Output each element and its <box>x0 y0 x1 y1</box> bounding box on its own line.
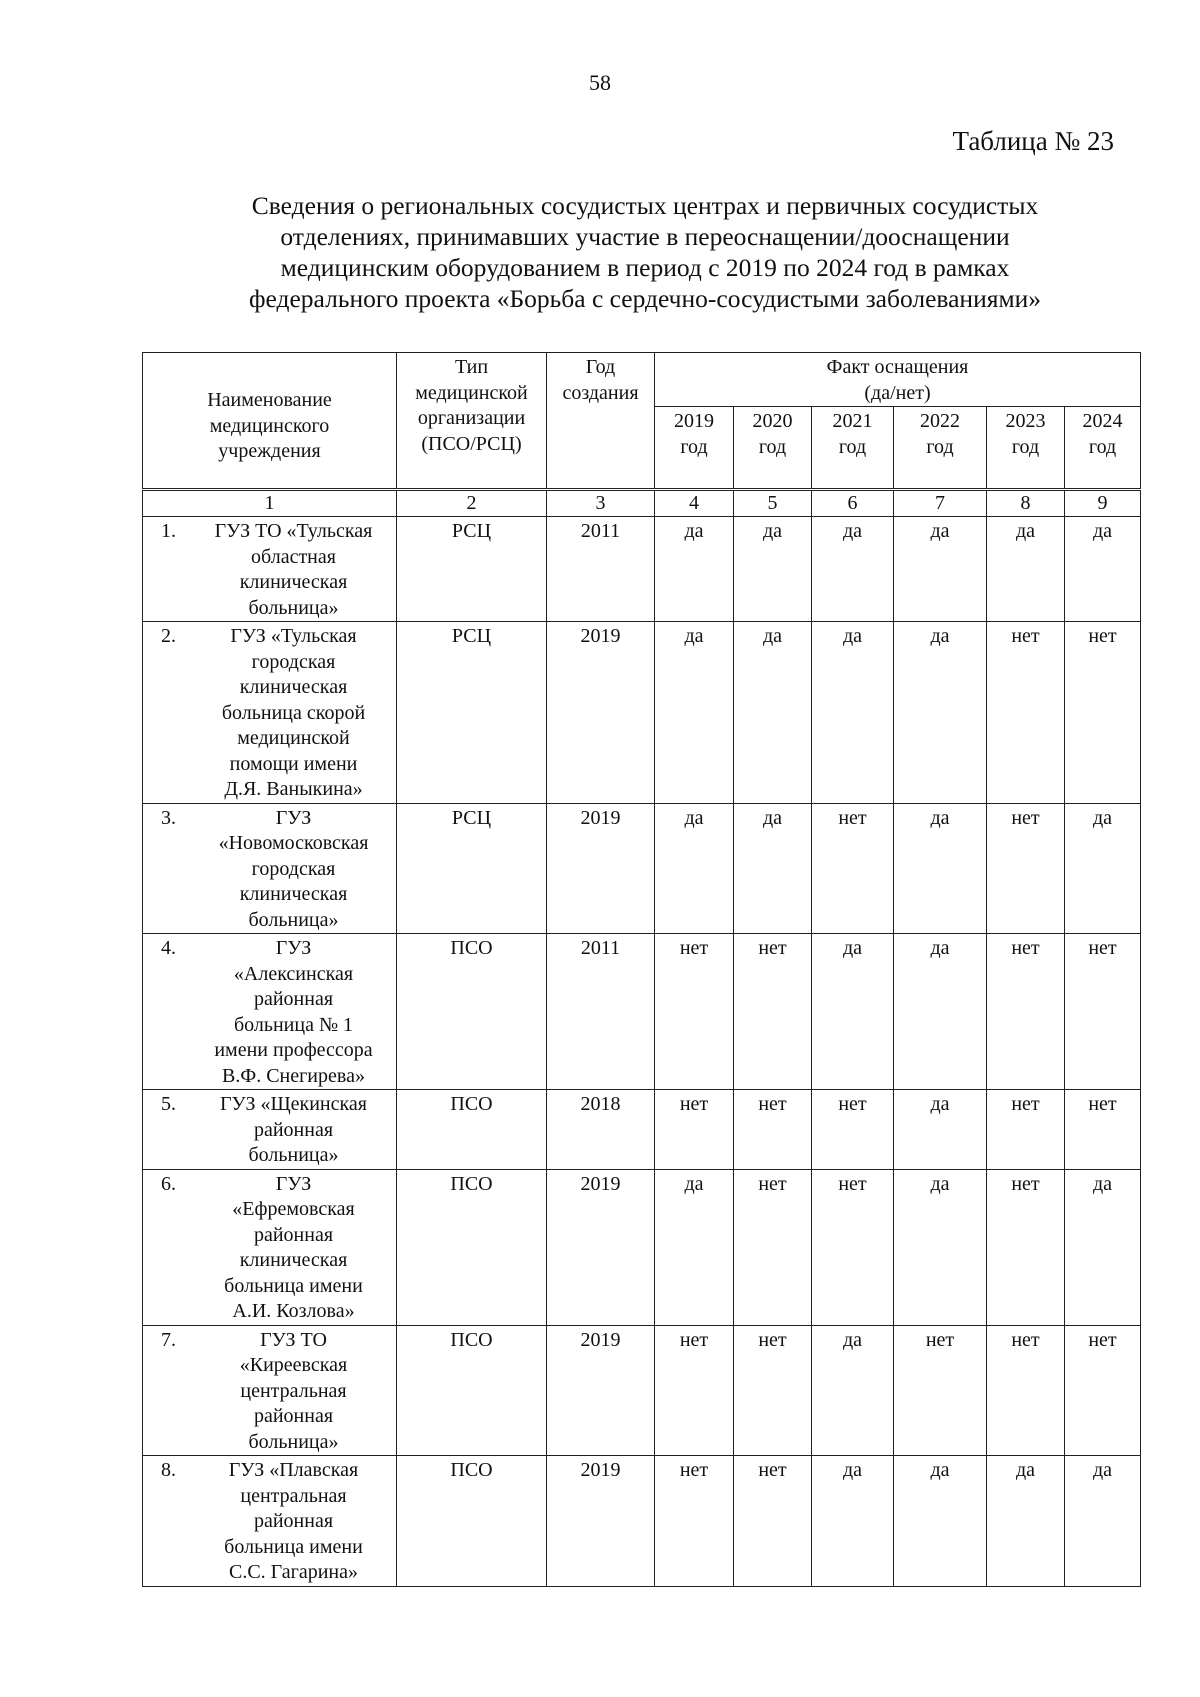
title-line: отделениях, принимавших участие в переоснащении/дооснащении <box>280 222 1010 251</box>
institution-name-line: районная <box>253 1510 334 1532</box>
creation-year-cell: 2011 <box>547 934 655 1090</box>
header-year: 2022 <box>920 410 960 432</box>
institution-name-cell <box>143 934 397 1090</box>
institution-name-line: ГУЗ «Тульская <box>230 625 357 647</box>
institution-name-line: В.Ф. Снегирева» <box>222 1064 365 1087</box>
header-year-label: год <box>758 435 787 458</box>
equipment-status-cell: нет <box>987 622 1065 804</box>
organization-type-cell: РСЦ <box>397 622 547 804</box>
institution-name-line: «Киреевская <box>239 1354 348 1376</box>
institution-name-cell <box>143 1325 397 1456</box>
equipment-status-cell: да <box>734 622 812 804</box>
header-text: медицинской <box>415 381 528 404</box>
table-row <box>143 1325 1141 1456</box>
header-year: 2021 <box>832 410 873 432</box>
equipment-status-cell: нет <box>655 1325 734 1456</box>
institution-name <box>143 934 396 1089</box>
institution-name-line: больница имени <box>224 1274 363 1297</box>
header-text: Наименование <box>207 389 332 412</box>
equipment-status-cell: да <box>987 1456 1065 1587</box>
institution-name-line: районная <box>253 1223 334 1246</box>
table-label: Таблица № 23 <box>952 126 1114 156</box>
institution-name-line: больница» <box>248 908 339 931</box>
equipment-status-cell: да <box>894 1456 987 1587</box>
column-number-row <box>143 491 1141 517</box>
equipment-status-cell: нет <box>734 1325 812 1456</box>
equipment-status-cell: да <box>987 517 1065 622</box>
institution-name-line: ГУЗ <box>275 937 312 959</box>
column-number: 8 <box>987 491 1065 517</box>
equipment-status-cell: да <box>1065 803 1141 934</box>
institution-name-line: районная <box>253 1118 334 1141</box>
table-row <box>143 803 1141 934</box>
equipment-status-cell: нет <box>812 1090 894 1170</box>
equipment-status-cell: нет <box>734 1456 812 1587</box>
table-row <box>143 1456 1141 1587</box>
institution-name-cell <box>143 1090 397 1170</box>
row-number: 4. <box>161 937 176 959</box>
table-header <box>142 352 1141 489</box>
equipment-status-cell: да <box>655 803 734 934</box>
institution-name-cell <box>143 622 397 804</box>
institution-name <box>143 1090 396 1169</box>
institution-name-line: ГУЗ ТО <box>260 1328 327 1351</box>
equipment-status-cell: да <box>734 517 812 622</box>
institution-name-line: центральная <box>240 1484 347 1507</box>
institution-name <box>143 517 396 621</box>
equipment-status-cell: нет <box>734 1090 812 1170</box>
header-year-2019 <box>655 407 734 489</box>
equipment-status-cell: да <box>894 622 987 804</box>
column-number: 3 <box>547 491 655 517</box>
organization-type-cell: ПСО <box>397 1169 547 1325</box>
institution-name-cell <box>143 1169 397 1325</box>
equipment-status-cell: да <box>655 622 734 804</box>
header-fact-column <box>655 353 1141 407</box>
header-text: Факт оснащения <box>826 356 969 378</box>
header-type-column <box>397 353 547 489</box>
equipment-status-cell: нет <box>1065 934 1141 1090</box>
header-year-label: год <box>1011 435 1040 458</box>
column-number: 2 <box>397 491 547 517</box>
institution-name-line: городская <box>251 857 336 880</box>
header-year-column <box>547 353 655 489</box>
header-text: Тип <box>454 356 489 378</box>
equipment-status-cell: нет <box>812 803 894 934</box>
row-number: 2. <box>161 625 176 647</box>
equipment-status-cell: нет <box>987 1090 1065 1170</box>
institution-name <box>143 804 396 934</box>
institution-name-line: больница» <box>248 1430 339 1453</box>
institution-name-cell <box>143 803 397 934</box>
equipment-status-cell: нет <box>987 1169 1065 1325</box>
header-year-2020 <box>734 407 812 489</box>
equipment-status-cell: нет <box>655 1090 734 1170</box>
creation-year-cell: 2019 <box>547 622 655 804</box>
institution-name-line: больница скорой <box>221 701 366 724</box>
header-text: создания <box>562 381 639 404</box>
institution-name-line: А.И. Козлова» <box>232 1300 355 1322</box>
organization-type-cell: РСЦ <box>397 517 547 622</box>
equipment-status-cell: да <box>894 1169 987 1325</box>
equipment-status-cell: да <box>812 517 894 622</box>
column-number: 7 <box>894 491 987 517</box>
creation-year-cell: 2011 <box>547 517 655 622</box>
row-number: 1. <box>161 520 176 542</box>
equipment-status-cell: нет <box>734 1169 812 1325</box>
organization-type-cell: ПСО <box>397 1090 547 1170</box>
equipment-status-cell: да <box>894 803 987 934</box>
header-year: 2023 <box>1005 410 1046 432</box>
institution-name-line: больница № 1 <box>233 1013 354 1036</box>
creation-year-cell: 2019 <box>547 1325 655 1456</box>
institution-name-line: клиническая <box>239 883 348 905</box>
institution-name-line: С.С. Гагарина» <box>229 1561 358 1583</box>
header-text: учреждения <box>218 440 321 463</box>
equipment-status-cell: нет <box>1065 1325 1141 1456</box>
institution-name-line: имени профессора <box>214 1039 373 1061</box>
header-year: 2024 <box>1082 410 1123 432</box>
row-number: 7. <box>161 1328 176 1351</box>
institution-name-line: «Алексинская <box>233 962 354 985</box>
table-row <box>143 517 1141 622</box>
creation-year-cell: 2019 <box>547 1169 655 1325</box>
header-year: 2019 <box>674 410 714 432</box>
institution-name-line: ГУЗ «Плавская <box>228 1459 359 1481</box>
organization-type-cell: ПСО <box>397 1325 547 1456</box>
equipment-status-cell: нет <box>734 934 812 1090</box>
title-line: федерального проекта «Борьба с сердечно-сосудистыми заболеваниями» <box>249 284 1041 313</box>
equipment-status-cell: нет <box>987 1325 1065 1456</box>
institution-name-cell <box>143 1456 397 1587</box>
institution-name-line: «Новомосковская <box>218 832 369 854</box>
header-text: (ПСО/РСЦ) <box>421 432 522 455</box>
institution-name-line: областная <box>251 545 336 568</box>
header-text: (да/нет) <box>864 381 931 404</box>
column-number: 1 <box>143 491 397 517</box>
header-year-label: год <box>838 435 867 458</box>
header-text: медицинского <box>209 414 330 437</box>
institution-name-line: больница» <box>248 1144 339 1166</box>
institution-name <box>143 1170 396 1325</box>
institution-name-line: больница» <box>248 596 339 619</box>
equipment-status-cell: да <box>894 1090 987 1170</box>
equipment-status-cell: да <box>812 1325 894 1456</box>
column-number: 4 <box>655 491 734 517</box>
header-year-2023 <box>987 407 1065 489</box>
institution-name <box>143 622 396 803</box>
institution-name-line: районная <box>253 988 334 1010</box>
title-line: Сведения о региональных сосудистых центрах и первичных сосудистых <box>251 191 1039 220</box>
organization-type-cell: ПСО <box>397 1456 547 1587</box>
row-number: 8. <box>161 1459 176 1481</box>
header-year-label: год <box>680 435 708 458</box>
institution-name-line: ГУЗ «Щекинская <box>219 1093 368 1115</box>
institution-name-line: ГУЗ <box>275 806 312 829</box>
equipment-status-cell: нет <box>1065 1090 1141 1170</box>
column-number: 6 <box>812 491 894 517</box>
organization-type-cell: ПСО <box>397 934 547 1090</box>
institution-name-cell <box>143 517 397 622</box>
institution-name-line: ГУЗ ТО «Тульская <box>214 520 373 542</box>
equipment-status-cell: нет <box>987 803 1065 934</box>
institution-name-line: клиническая <box>239 676 348 698</box>
equipment-status-cell: да <box>1065 1169 1141 1325</box>
institution-name-line: городская <box>251 650 336 673</box>
header-year-label: год <box>926 435 954 458</box>
header-year-2022 <box>894 407 987 489</box>
header-year: 2020 <box>752 410 793 432</box>
document-title <box>160 190 1130 314</box>
table-row <box>143 1090 1141 1170</box>
equipment-status-cell: да <box>655 1169 734 1325</box>
equipment-status-cell: да <box>1065 517 1141 622</box>
header-text: Год <box>585 356 616 378</box>
equipment-status-cell: да <box>734 803 812 934</box>
institution-name-line: Д.Я. Ваныкина» <box>224 778 363 800</box>
equipment-status-cell: нет <box>1065 622 1141 804</box>
table-row <box>143 1169 1141 1325</box>
institution-name-line: медицинской <box>237 727 350 749</box>
equipment-status-cell: нет <box>655 1456 734 1587</box>
row-number: 6. <box>161 1172 176 1195</box>
institution-name-line: клиническая <box>239 1249 348 1271</box>
institution-name <box>143 1456 396 1586</box>
equipment-status-cell: да <box>812 1456 894 1587</box>
institution-name-line: районная <box>253 1405 334 1427</box>
institution-name <box>143 1326 396 1456</box>
institution-name-line: центральная <box>240 1379 347 1402</box>
title-line: медицинским оборудованием в период с 2019 по 2024 год в рамках <box>280 253 1010 282</box>
header-name-column <box>143 353 397 489</box>
equipment-status-cell: нет <box>812 1169 894 1325</box>
equipment-status-cell: да <box>894 517 987 622</box>
header-year-2021 <box>812 407 894 489</box>
institution-name-line: клиническая <box>239 571 348 593</box>
creation-year-cell: 2019 <box>547 803 655 934</box>
equipment-status-cell: да <box>655 517 734 622</box>
column-number: 9 <box>1065 491 1141 517</box>
institution-name-line: больница имени <box>224 1535 363 1558</box>
table-row <box>143 934 1141 1090</box>
row-number: 5. <box>161 1093 176 1115</box>
table-row <box>143 622 1141 804</box>
creation-year-cell: 2019 <box>547 1456 655 1587</box>
page-number: 58 <box>589 70 611 95</box>
header-text: организации <box>417 407 526 429</box>
equipment-status-cell: нет <box>987 934 1065 1090</box>
institution-name-line: «Ефремовская <box>232 1198 355 1220</box>
equipment-status-cell: да <box>812 934 894 1090</box>
equipment-status-cell: да <box>812 622 894 804</box>
organization-type-cell: РСЦ <box>397 803 547 934</box>
institution-name-line: ГУЗ <box>275 1172 312 1195</box>
equipment-status-cell: да <box>894 934 987 1090</box>
equipment-status-cell: да <box>1065 1456 1141 1587</box>
column-number: 5 <box>734 491 812 517</box>
equipment-status-cell: нет <box>894 1325 987 1456</box>
header-year-label: год <box>1088 435 1117 458</box>
creation-year-cell: 2018 <box>547 1090 655 1170</box>
institution-name-line: помощи имени <box>229 752 358 775</box>
data-table <box>142 490 1141 1587</box>
equipment-status-cell: нет <box>655 934 734 1090</box>
header-year-2024 <box>1065 407 1141 489</box>
row-number: 3. <box>161 806 176 829</box>
